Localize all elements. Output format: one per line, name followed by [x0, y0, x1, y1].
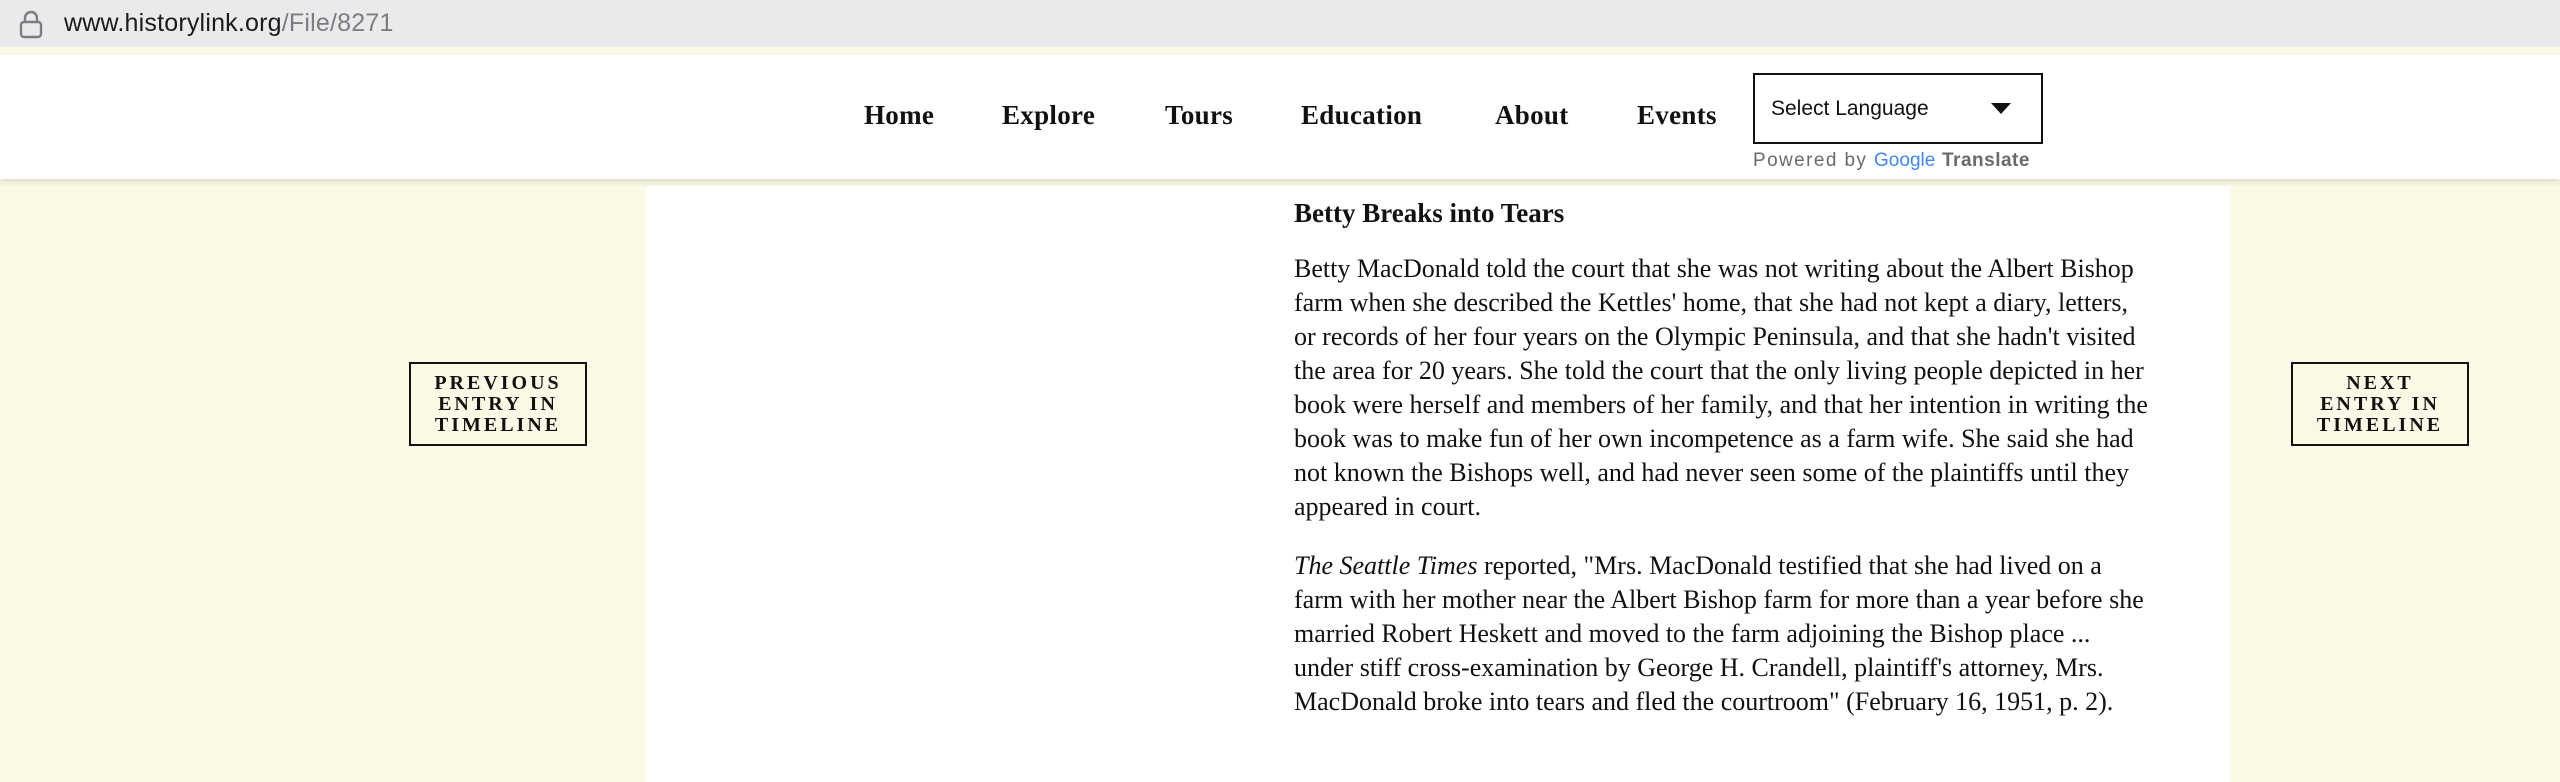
previous-entry-button[interactable]: PREVIOUS ENTRY IN TIMELINE: [409, 362, 587, 446]
url-text[interactable]: [64, 9, 394, 38]
caret-down-icon: [1991, 103, 2011, 114]
nav-events[interactable]: Events: [1637, 100, 1717, 130]
article-body: [1294, 196, 2154, 744]
nav-education[interactable]: Education: [1301, 100, 1423, 130]
url-path: /File/8271: [281, 9, 394, 37]
powered-by-text: Powered by: [1753, 150, 1868, 171]
lock-icon: [18, 9, 44, 39]
language-select[interactable]: [1753, 73, 2043, 144]
article-paragraph: [1294, 549, 2154, 719]
browser-address-bar[interactable]: [0, 0, 2560, 47]
translate-text: Translate: [1942, 150, 2030, 171]
google-logo: Google: [1874, 150, 1936, 171]
powered-by-google-translate[interactable]: [1753, 150, 2030, 172]
section-heading: Betty Breaks into Tears: [1294, 198, 1565, 228]
nav-explore[interactable]: Explore: [1002, 100, 1096, 130]
language-select-label: Select Language: [1771, 96, 1929, 120]
next-entry-button[interactable]: NEXT ENTRY IN TIMELINE: [2291, 362, 2469, 446]
paragraph-text: reported, "Mrs. MacDonald testified that she had lived on a farm with her mother near the Albert Bishop farm for more than a year before she married Robert Heskett and moved to the farm adjoining the Bishop place ... under stiff cross-examination by George H. Crandell, plaintiff's attorney, Mrs. MacDonald broke into tears and fled the courtroom" (February 16, 1951, p. 2).: [1294, 551, 2144, 716]
article-paragraph: Betty MacDonald told the court that she was not writing about the Albert Bishop farm when she described the Kettles' home, that she had not kept a diary, letters, or records of her four years on the Olympic Peninsula, and that she hadn't visited the area for 20 years. She told the court that the only living people depicted in her book were herself and members of her family, and that her intention in writing the book was to make fun of her own incompetence as a farm wife. She said she had not known the Bishops well, and had never seen some of the plaintiffs until they appeared in court.: [1294, 254, 2148, 521]
site-header: [0, 55, 2560, 179]
newspaper-title: The Seattle Times: [1294, 551, 1478, 580]
nav-about[interactable]: About: [1495, 100, 1569, 130]
url-domain: www.historylink.org: [64, 9, 282, 37]
nav-home[interactable]: Home: [864, 100, 935, 130]
nav-tours[interactable]: Tours: [1165, 100, 1234, 130]
